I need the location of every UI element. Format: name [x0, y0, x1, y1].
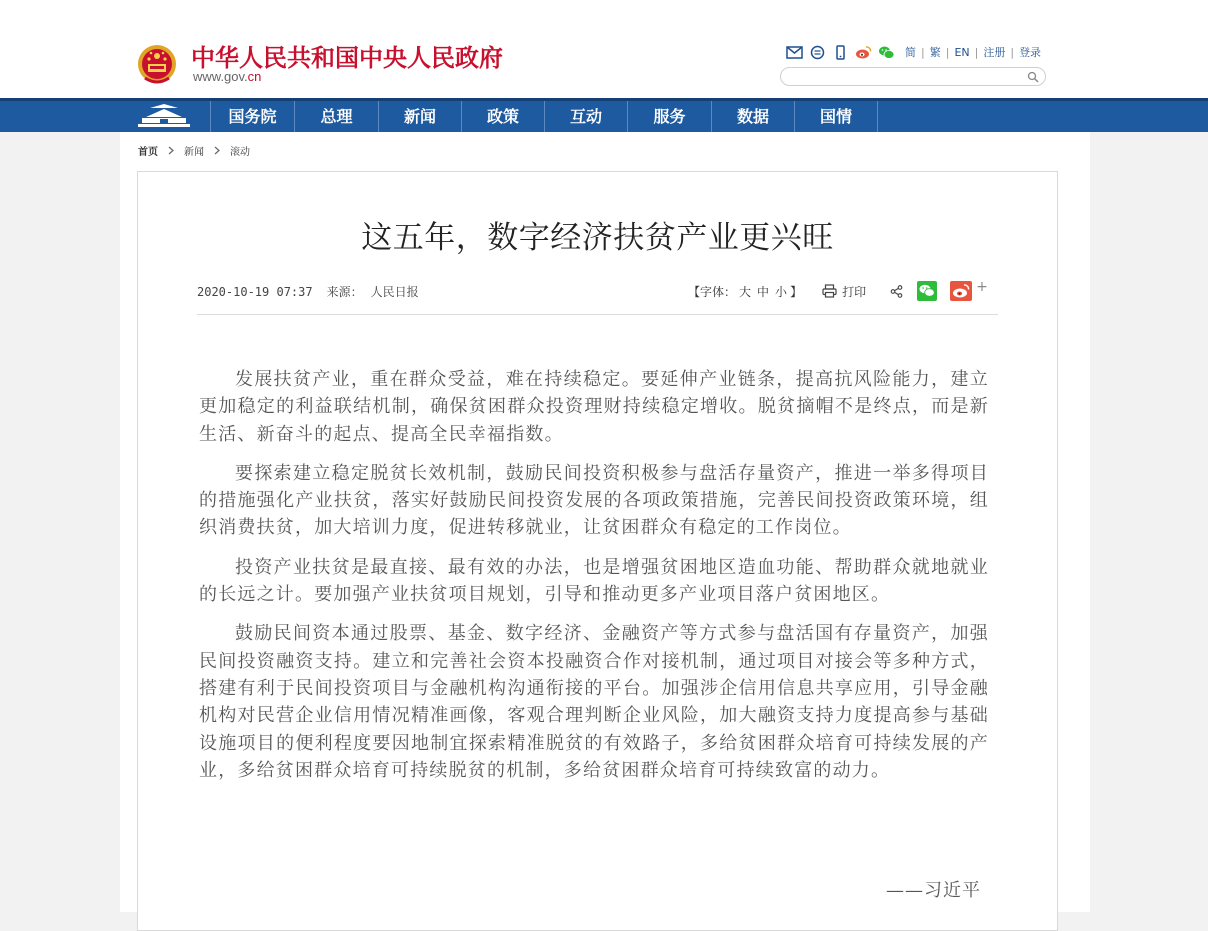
share-icon[interactable]	[890, 285, 903, 298]
article-title: 这五年，数字经济扶贫产业更兴旺	[361, 220, 834, 256]
more-share-button[interactable]: +	[976, 279, 988, 295]
article-paragraph: 发展扶贫产业，重在群众受益，难在持续稳定。要延伸产业链条，提高抗风险能力，建立更加稳定的利益联结机制，确保贫困群众投资理财持续稳定增收。脱贫摘帽不是终点，而是新生活、新奋斗的起点、提高全民幸福指数。	[199, 369, 989, 445]
nav-item-national-info[interactable]: 国情	[794, 101, 878, 132]
nav-item-policy[interactable]: 政策	[461, 101, 544, 132]
font-size-medium[interactable]: 中	[757, 284, 770, 299]
article-meta	[197, 283, 419, 300]
article-body	[199, 366, 989, 796]
chevron-right-icon	[167, 146, 175, 155]
article-datetime: 2020-10-19 07:37	[197, 285, 313, 299]
site-url-prefix: www.gov.	[193, 69, 248, 84]
nav-item-interaction[interactable]: 互动	[544, 101, 627, 132]
mail-icon[interactable]	[786, 45, 803, 60]
article-tools	[688, 281, 988, 301]
wechat-icon[interactable]	[878, 45, 895, 60]
top-tools	[786, 43, 1041, 61]
nav-item-premier[interactable]: 总理	[294, 101, 378, 132]
link-english[interactable]: EN	[954, 45, 970, 59]
print-button[interactable]	[822, 283, 866, 300]
printer-icon	[822, 284, 837, 298]
chevron-right-icon	[213, 146, 221, 155]
weibo-icon[interactable]	[855, 45, 872, 60]
font-label-close: 】	[790, 284, 803, 299]
main-nav	[0, 98, 1208, 132]
nav-item-service[interactable]: 服务	[627, 101, 711, 132]
article-source: 人民日报	[370, 285, 419, 299]
article-paragraph: 鼓励民间资本通过股票、基金、数字经济、金融资产等方式参与盘活国有存量资产，加强民间投资融资支持。建立和完善社会资本投融资合作对接机制，通过项目对接会等多种方式，搭建有利于民间投资项目与金融机构沟通衔接的平台。加强涉企信用信息共享应用，引导金融机构对民营企业信用情况精准画像，客观合理判断企业风险，加大融资支持力度提高参与基础设施项目的便利程度要因地制宜探索精准脱贫的有效路子，多给贫困群众培育可持续发展的产业，多给贫困群众培育可持续脱贫的机制，多给贫困群众培育可持续致富的动力。	[199, 623, 989, 781]
site-url[interactable]	[193, 69, 261, 84]
nav-item-data[interactable]: 数据	[711, 101, 794, 132]
search-box	[780, 67, 1046, 86]
article-signature: ——习近平	[886, 880, 981, 901]
link-login[interactable]: 登录	[1019, 46, 1042, 59]
top-links: 简 | 繁 | EN | 注册 | 登录	[905, 45, 1042, 59]
article-paragraph: 投资产业扶贫是最直接、最有效的办法，也是增强贫困地区造血功能、帮助群众就地就业的长远之计。要加强产业扶贫项目规划，引导和推动更多产业项目落户贫困地区。	[199, 556, 989, 606]
national-emblem-icon[interactable]	[137, 42, 177, 86]
breadcrumb	[138, 143, 250, 158]
font-size-control	[688, 283, 802, 300]
nav-items	[210, 101, 878, 132]
link-simplified[interactable]: 简	[905, 46, 916, 59]
search-input[interactable]	[789, 71, 1023, 89]
article-paragraph: 要探索建立稳定脱贫长效机制，鼓励民间投资积极参与盘活存量资产，推进一举多得项目的措施强化产业扶贫，落实好鼓励民间投资发展的各项政策措施，完善民间投资政策环境，组织消费扶贫，加大培训力度，促进转移就业，让贫困群众有稳定的工作岗位。	[199, 462, 989, 539]
font-label-open: 【字体：	[688, 284, 737, 299]
chat-icon[interactable]	[809, 45, 826, 60]
mobile-icon[interactable]	[832, 45, 849, 60]
source-label: 来源：	[326, 285, 363, 299]
nav-item-news[interactable]: 新闻	[378, 101, 461, 132]
link-traditional[interactable]: 繁	[929, 46, 941, 59]
breadcrumb-news[interactable]: 新闻	[184, 147, 204, 158]
share-wechat-icon[interactable]	[917, 281, 937, 301]
share-weibo-icon[interactable]	[950, 281, 972, 301]
tiananmen-home-icon[interactable]	[136, 103, 192, 131]
site-url-suffix: cn	[247, 69, 262, 84]
print-label: 打印	[842, 284, 867, 299]
nav-item-state-council[interactable]: 国务院	[210, 101, 294, 132]
font-size-small[interactable]: 小	[775, 284, 788, 299]
breadcrumb-home[interactable]: 首页	[138, 147, 158, 158]
breadcrumb-scroll[interactable]: 滚动	[230, 147, 250, 158]
meta-divider	[197, 314, 998, 315]
search-icon[interactable]	[1027, 71, 1039, 83]
font-size-large[interactable]: 大	[739, 284, 752, 299]
site-title[interactable]: 中华人民共和国中央人民政府	[191, 44, 503, 72]
link-register[interactable]: 注册	[983, 46, 1006, 59]
